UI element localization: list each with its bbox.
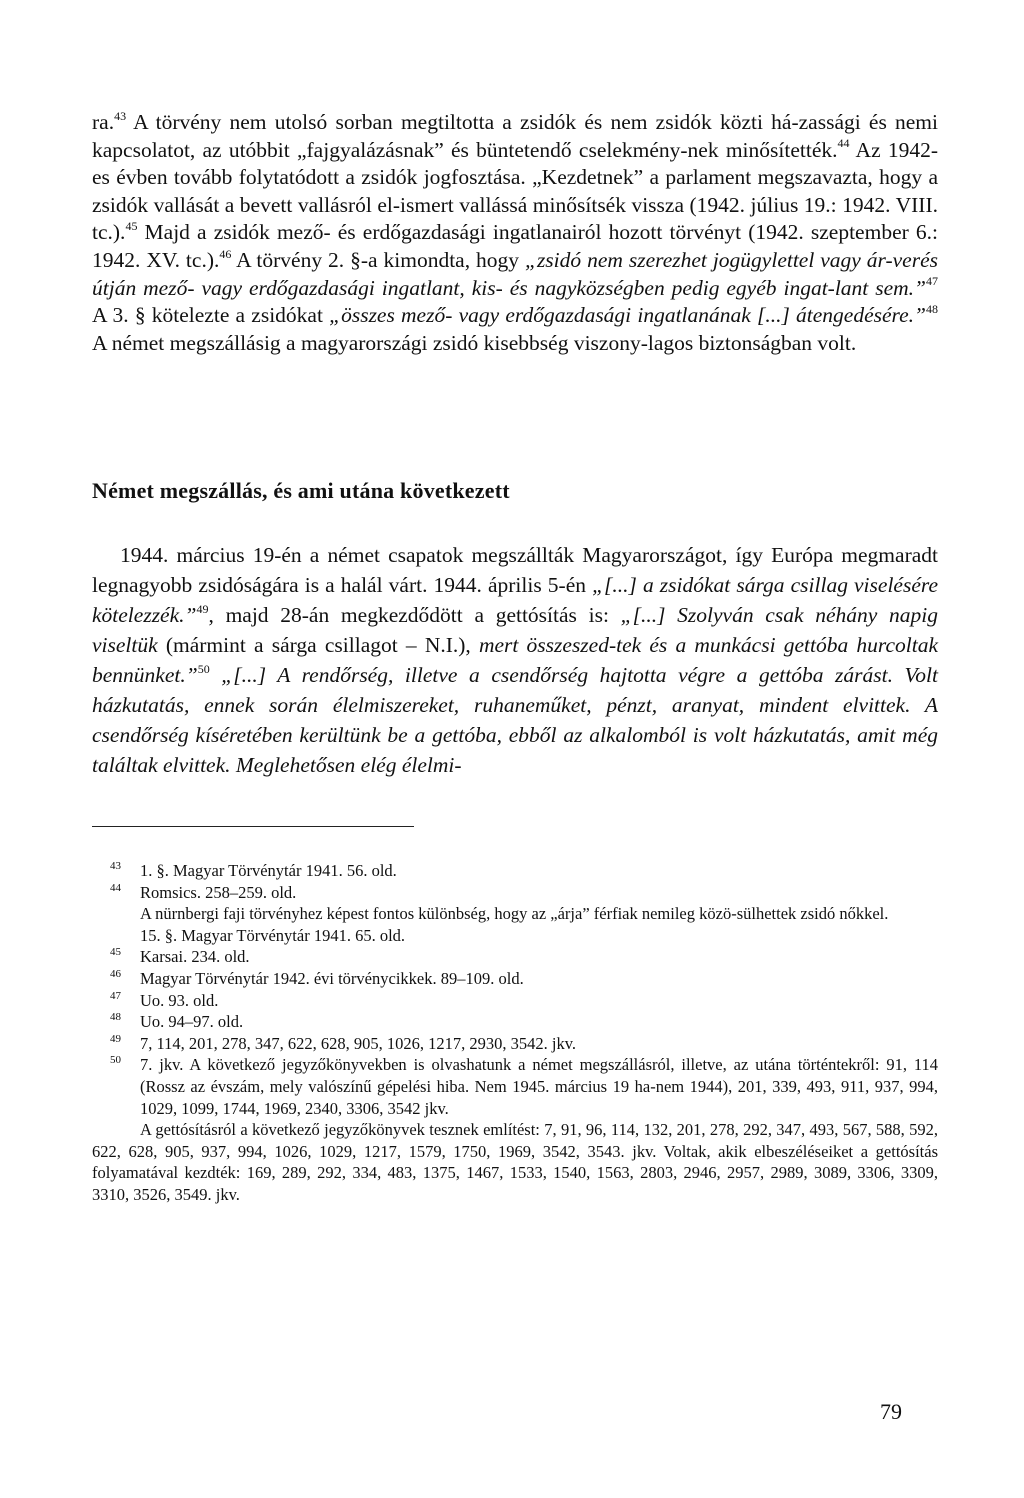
footnote-number: 47	[110, 989, 121, 1002]
footnote-text: 1. §. Magyar Törvénytár 1941. 56. old.	[140, 861, 397, 880]
footnote-50-paragraph: A gettósításról a következő jegyzőkönyvek tesznek említést: 7, 91, 96, 114, 132, 201, 278, 292, 347, 493, 567, 588, 592, 622, 628, 905, 937, 994, 1026, 1029, 1217, 1579, 1750, 1969, 3542, 3543. jkv. Voltak, akik elbeszéléseiket a gettósítás folyamatával kezdték: 169, 289, 292, 334, 483, 1375, 1467, 1533, 1540, 1563, 2803, 2946, 2957, 2989, 3089, 3306, 3309, 3310, 3526, 3549. jkv.	[92, 1120, 938, 1204]
footnote-ref-47: 47	[926, 274, 938, 289]
footnotes	[92, 860, 938, 1206]
page-number: 79	[880, 1399, 902, 1424]
text-run	[210, 663, 222, 687]
footnote-number: 49	[110, 1032, 121, 1045]
footnote-number: 48	[110, 1011, 121, 1024]
italic-quote: „[...] a zsidókat sárga csillag viselésére kötelezzék.”	[92, 573, 938, 627]
footnote-number: 44	[110, 881, 121, 894]
text-run: (mármint a sárga csillagot – N.I.),	[157, 633, 479, 657]
footnote-ref-44: 44	[837, 136, 850, 151]
text-run: , majd 28-án megkezdődött a gettósítás is:	[208, 603, 621, 627]
section-heading: Német megszállás, és ami utána következett	[92, 478, 510, 503]
paragraph-text	[92, 540, 938, 780]
footnote-ref-43: 43	[114, 108, 127, 123]
footnote-text: Magyar Törvénytár 1942. évi törvénycikkek. 89–109. old.	[140, 968, 524, 988]
italic-quote: mert összeszed-tek és a munkácsi gettóba hurcoltak bennünket.”	[92, 633, 938, 687]
footnote-44-continuation: 15. §. Magyar Törvénytár 1941. 65. old.	[140, 925, 406, 945]
footnote-47	[92, 990, 938, 1012]
footnote-text: 7. jkv. A következő jegyzőkönyvekben is olvashatunk a német megszállásról, illetve, az utána történtekről: 91, 114 (Rossz az évszám, mely valószínű gépelési hiba. Nem 1945. március 19 ha-nem 1944), 201, 339, 493, 911, 937, 994, 1029, 1099, 1744, 1969, 2340, 3306, 3542 jkv.	[140, 1055, 938, 1118]
text-run: Az 1942-es évben tovább folytatódott a zsidók jogfosztása. „Kezdetnek” a parlament megszavazta, hogy a zsidók vallását a bevett vallásról el-ismert vallássá minősítsék vissza (1942. július 19.: 1942. VIII. tc.).	[92, 137, 938, 245]
footnote-number: 43	[110, 860, 121, 872]
text-run: Majd a zsidók mező- és erdőgazdasági ingatlanairól hozott törvényt (1942. szeptember 6.: 1942. XV. tc.).	[92, 220, 938, 272]
text-run: A törvény 2. §-a kimondta, hogy	[231, 247, 525, 272]
footnote-ref-48: 48	[926, 302, 938, 316]
footnote-ref-45: 45	[125, 219, 138, 234]
italic-quote: „[...] Szolyván csak néhány napig viseltük	[92, 603, 938, 657]
footnote-ref-46: 46	[219, 246, 232, 261]
text-run: A német megszállásig a magyarországi zsidó kisebbség viszony-lagos biztonságban volt.	[92, 330, 857, 355]
footnote-46	[92, 968, 938, 990]
footnote-text: Romsics. 258–259. old.	[140, 882, 297, 902]
footnote-text: Uo. 93. old.	[140, 990, 219, 1010]
text-run: A 3. § kötelezte a zsidókat	[92, 303, 330, 328]
footnote-45	[92, 946, 938, 968]
italic-quote: „összes mező- vagy erdőgazdasági ingatlanának [...] átengedésére.”	[329, 303, 926, 328]
paragraph-occupation	[92, 540, 938, 780]
italic-quote: „[...] A rendőrség, illetve a csendőrség hajtotta végre a gettóba zárást. Volt házkutatás, ennek során élelmiszereket, ruhaneműket, pénzt, aranyat, mindent elvittek. A csendőrség kíséretében kerültünk be a gettóba, ebből az alkalomból is volt házkutatás, amit még találtak elvittek. Meglehetősen elég élelmi-	[92, 663, 938, 777]
footnote-43	[92, 860, 938, 882]
footnote-text: 7, 114, 201, 278, 347, 622, 628, 905, 1026, 1217, 2930, 3542. jkv.	[140, 1033, 577, 1053]
footnote-49	[92, 1033, 938, 1055]
footnote-text: Uo. 94–97. old.	[140, 1012, 244, 1032]
footnote-separator	[92, 826, 414, 827]
footnote-text: Karsai. 234. old.	[140, 947, 250, 967]
footnote-number: 50	[110, 1054, 121, 1067]
paragraph-text	[92, 109, 938, 357]
footnote-number: 45	[110, 946, 121, 959]
footnote-44-continuation: A nürnbergi faji törvényhez képest fontos különbség, hogy az „árja” férfiak nemileg közö-sülhettek zsidó nőkkel.	[140, 904, 889, 924]
footnote-number: 46	[110, 967, 121, 980]
paragraph-legislation	[92, 109, 938, 357]
text-run: A törvény nem utolsó sorban megtiltotta a zsidók és nem zsidók közti há-zassági és nemi kapcsolatot, az utóbbit „fajgyalázásnak” és büntetendő cselekmény-nek minősítették.	[92, 110, 938, 162]
italic-quote: „zsidó nem szerezhet jogügylettel vagy ár-verés útján mező- vagy erdőgazdasági ingatlant, kis- és nagyközségben pedig egyéb ingat-lant sem.”	[92, 247, 939, 300]
footnote-ref-49: 49	[196, 601, 209, 616]
footnote-48	[92, 1011, 938, 1033]
footnote-50	[92, 1054, 938, 1119]
text-run: ra.	[92, 110, 115, 134]
footnote-ref-50: 50	[197, 661, 210, 676]
footnote-44	[92, 882, 938, 904]
text-run: 1944. március 19-én a német csapatok megszállták Magyarországot, így Európa megmaradt legnagyobb zsidóságára is a halál várt. 1944. április 5-én	[92, 543, 938, 597]
